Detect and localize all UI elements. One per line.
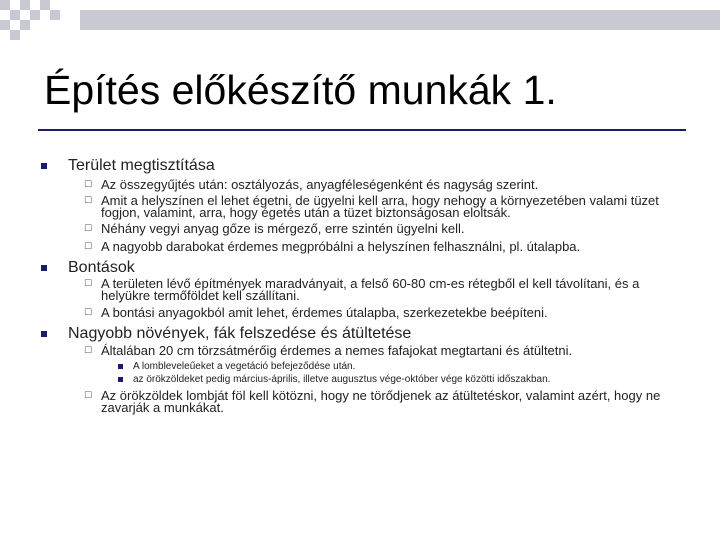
square-bullet-icon [118, 364, 123, 369]
list-item: Az összegyűjtés után: osztályozás, anyagféleségenként és nagyság szerint. [101, 177, 539, 192]
list-item: Néhány vegyi anyag gőze is mérgező, erre szintén ügyelni kell. [101, 221, 465, 236]
list-item: Amit a helyszínen el lehet égetni, de ügyelni kell arra, hogy nehogy a környezetében valami tüzet fogjon, valamint, arra, hogy égetés után a tüzet biztonságosan eloltsák. [101, 193, 659, 220]
hollow-square-bullet-icon: ☐ [84, 346, 93, 356]
list-item: Általában 20 cm törzsátmérőig érdemes a nemes fafajokat megtartani és átültetni. [101, 343, 573, 358]
list-item: A területen lévő építmények maradványait, a felső 60-80 cm-es rétegből el kell távolítani, és a helyükre termőföldet kell szállítani. [101, 276, 640, 303]
hollow-square-bullet-icon: ☐ [84, 224, 93, 234]
square-bullet-icon [41, 265, 47, 271]
hollow-square-bullet-icon: ☐ [84, 391, 93, 401]
slide-title: Építés előkészítő munkák 1. [44, 67, 557, 113]
sub-list-item: az örökzöldeket pedig március-április, illetve augusztus vége-október vége közötti időszakban. [133, 374, 551, 385]
list-item: A bontási anyagokból amit lehet, érdemes útalapba, szerkezetekbe beépíteni. [101, 305, 548, 320]
hollow-square-bullet-icon: ☐ [84, 196, 93, 206]
section-heading: Bontások [68, 259, 135, 276]
hollow-square-bullet-icon: ☐ [84, 279, 93, 289]
hollow-square-bullet-icon: ☐ [84, 308, 93, 318]
list-item: Az örökzöldek lombját föl kell kötözni, hogy ne törődjenek az átültetéskor, valamint azért, hogy ne zavarják a munkákat. [101, 388, 661, 415]
square-bullet-icon [118, 377, 123, 382]
list-item: A nagyobb darabokat érdemes megpróbálni a helyszínen felhasználni, pl. útalapba. [101, 239, 581, 254]
section-heading: Terület megtisztítása [68, 157, 215, 174]
section-heading: Nagyobb növények, fák felszedése és átültetése [68, 325, 412, 342]
sub-list-item: A lombleveleűeket a vegetáció befejeződése után. [133, 361, 356, 372]
square-bullet-icon [41, 331, 47, 337]
square-bullet-icon [41, 163, 47, 169]
hollow-square-bullet-icon: ☐ [84, 242, 93, 252]
hollow-square-bullet-icon: ☐ [84, 180, 93, 190]
